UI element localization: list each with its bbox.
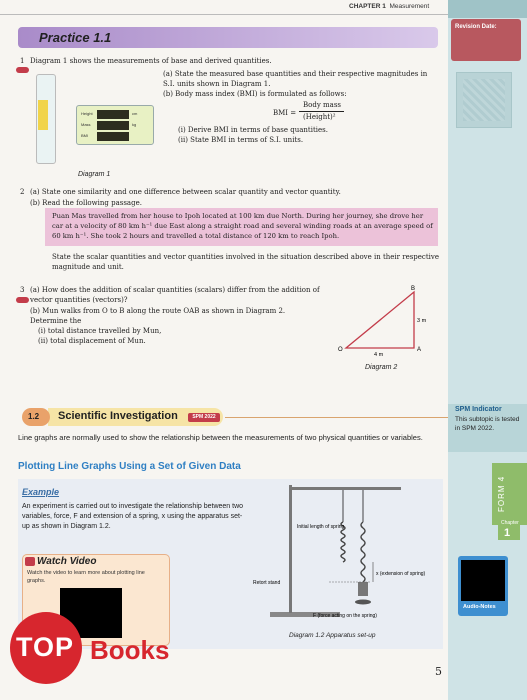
q1-part-a: (a) State the measured base quantities and their respective magnitudes in S.I. units shown in Diagram 1.: [163, 70, 428, 88]
force-label: F (force acting on the spring): [313, 613, 377, 619]
lcd-bmi-readout: [97, 132, 129, 141]
example-label: Example: [22, 487, 60, 497]
q2-part-b: (b) Read the following passage.: [30, 199, 142, 207]
audio-notes-label: Audio-Notes: [463, 604, 496, 610]
initial-length-label-text: Initial length of spring: [297, 524, 345, 530]
sidebar-top-band: [448, 0, 527, 18]
bmi-fraction-bar: [299, 111, 344, 112]
topbooks-logo-top: TOP: [16, 632, 75, 662]
chapter-tab-label: Chapter: [501, 520, 519, 526]
watch-video-title: Watch Video: [37, 556, 97, 567]
q3-part-b-ii: (ii) total displacement of Mun.: [38, 337, 146, 345]
header-rule: [0, 14, 448, 15]
q3-part-b: (b) Mun walks from O to B along the route OAB as shown in Diagram 2. Determine the: [30, 307, 286, 325]
bmi-formula-numerator: Body mass: [303, 101, 342, 109]
spm-indicator-title: SPM Indicator: [455, 406, 502, 413]
section-title: Scientific Investigation: [58, 410, 178, 422]
diagram-2-triangle: [330, 285, 450, 360]
clamp-arm: [289, 487, 401, 490]
retort-rod: [289, 485, 292, 613]
practice-title: Practice 1.1: [39, 30, 112, 45]
retort-stand-label: Retort stand: [253, 580, 281, 586]
apparatus-setup-diagram: [245, 480, 445, 630]
revision-date-label: Revision Date:: [455, 24, 497, 30]
lcd-mass-readout: [97, 121, 129, 130]
bmi-formula-denominator: (Height)²: [303, 113, 336, 121]
lcd-height-readout: [97, 110, 129, 119]
q2-part-a: (a) State one similarity and one difference between scalar quantity and vector quantity.: [30, 188, 341, 196]
q1-number: 1: [20, 57, 25, 65]
section-rule: [225, 417, 448, 418]
post-sensor-icon: [38, 100, 48, 130]
video-icon: [25, 557, 35, 566]
watch-video-text: Watch the video to learn more about plotting line graphs.: [27, 570, 145, 584]
q1-part-b-i: (i) Derive BMI in terms of base quantities.: [178, 126, 328, 134]
q3-number: 3: [20, 286, 25, 294]
point-b-label: B: [411, 286, 416, 292]
display-bmi-label: BMI: [81, 133, 89, 138]
spm-indicator-text: This subtopic is tested in SPM 2022.: [455, 416, 520, 432]
running-header: [349, 3, 429, 10]
q3-part-b-i: (i) total distance travelled by Mun,: [38, 327, 162, 335]
display-height-unit: cm: [132, 111, 138, 116]
example-text: An experiment is carried out to investigate the relationship between two variables, force, F and extension of a spring, x using the apparatus set-up as shown in Diagram 1.2.: [22, 503, 244, 530]
diagram-2-caption: Diagram 2: [365, 364, 398, 371]
section-number: 1.2: [28, 412, 40, 421]
plotting-subheading: Plotting Line Graphs Using a Set of Given Data: [18, 461, 241, 472]
page-number: 5: [435, 665, 442, 678]
form-label: FORM 4: [497, 475, 506, 513]
q2-number: 2: [20, 188, 25, 196]
bmi-formula-lhs: BMI =: [273, 109, 297, 117]
side-oa-label: 4 m: [374, 352, 384, 358]
q1-part-b: (b) Body mass index (BMI) is formulated as follows:: [163, 90, 347, 98]
slotted-mass: [358, 582, 368, 596]
display-row-bmi: [81, 132, 147, 141]
point-o-label: O: [338, 347, 343, 353]
initial-length-label: [297, 524, 344, 530]
display-mass-label: Mass: [81, 122, 91, 127]
audio-qr-code-icon: [461, 560, 505, 601]
section-intro: Line graphs are normally used to show the relationship between the measurements of two physical quantities or variables.: [18, 433, 423, 442]
display-row-height: [81, 110, 147, 119]
side-ab-label: 3 m: [417, 318, 427, 324]
chapter-tab-number: 1: [504, 527, 511, 539]
display-height-label: Height: [81, 111, 93, 116]
display-row-mass: [81, 121, 147, 130]
point-a-label: A: [417, 347, 422, 353]
header-topic: Measurement: [389, 3, 430, 10]
diagram-1-2-caption: Diagram 1.2 Apparatus set-up: [289, 632, 376, 639]
extension-label: x (extension of spring): [376, 571, 426, 577]
q2-instruction: State the scalar quantities and vector quantities involved in the situation described above in their respective magnitude and unit.: [52, 253, 439, 271]
spm-year-tag: SPM 2022: [188, 413, 220, 422]
mass-hanger: [355, 600, 371, 605]
route-triangle: [346, 292, 414, 348]
topbooks-logo-books: Books: [90, 635, 170, 665]
q2-passage: Puan Mas travelled from her house to Ipoh located at 100 km due North. During her journey, she drove her car at a velocity of 80 km h⁻¹ due East along a straight road and several winding roads at an average speed of 60 km h⁻¹. She took 2 hours and travelled a total distance of 120 km to reach Ipoh.: [52, 212, 433, 240]
difficulty-icon: [16, 297, 29, 303]
difficulty-icon: [16, 67, 29, 73]
header-chapter: CHAPTER 1: [349, 3, 386, 10]
qr-code-icon[interactable]: [456, 72, 512, 128]
q1-stem: Diagram 1 shows the measurements of base and derived quantities.: [30, 57, 272, 65]
loaded-spring: [361, 522, 365, 582]
diagram-1-caption: Diagram 1: [78, 171, 111, 178]
q3-part-a: (a) How does the addition of scalar quantities (scalars) differ from the addition of vector quantities (vectors)?: [30, 286, 320, 304]
q1-part-b-ii: (ii) State BMI in terms of S.I. units.: [178, 136, 304, 144]
display-mass-unit: kg: [132, 122, 137, 127]
